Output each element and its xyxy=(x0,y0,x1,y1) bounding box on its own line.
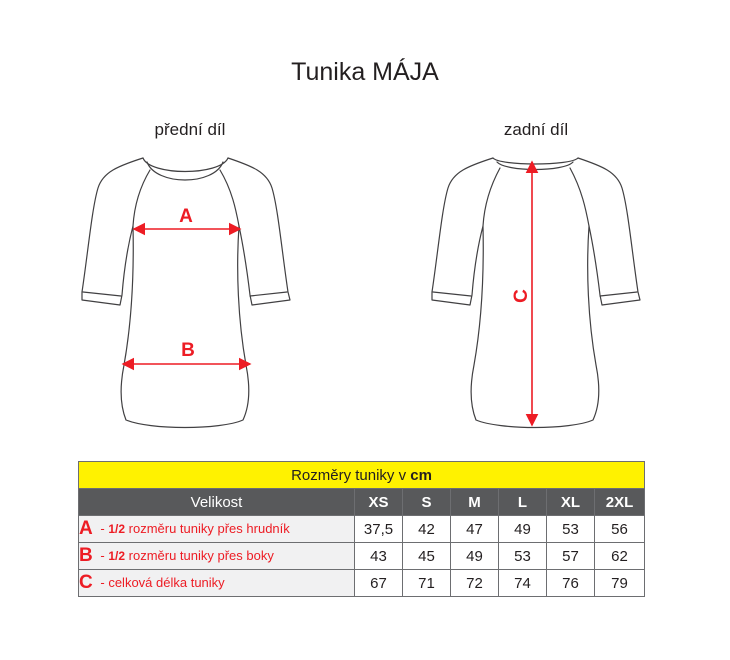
row-fraction: 1/2 xyxy=(108,522,126,536)
table-cell: 79 xyxy=(595,570,645,597)
row-label-c xyxy=(79,570,355,597)
table-cell: 76 xyxy=(547,570,595,597)
marker-c: C xyxy=(511,289,532,303)
table-row xyxy=(79,543,645,570)
table-caption-unit: cm xyxy=(410,466,432,484)
size-header-xs: XS xyxy=(355,489,403,516)
table-cell: 42 xyxy=(403,516,451,543)
marker-a: A xyxy=(179,206,193,227)
table-cell: 49 xyxy=(451,543,499,570)
size-header-xl: XL xyxy=(547,489,595,516)
row-fraction: 1/2 xyxy=(108,549,126,563)
size-header-m: M xyxy=(451,489,499,516)
row-description: rozměru tuniky přes hrudník xyxy=(128,521,290,536)
table-cell: 37,5 xyxy=(355,516,403,543)
size-header-l: L xyxy=(499,489,547,516)
size-header-s: S xyxy=(403,489,451,516)
chart-title: Tunika MÁJA xyxy=(291,58,439,86)
row-letter: C xyxy=(79,572,93,593)
table-cell: 71 xyxy=(403,570,451,597)
back-tunic-drawing xyxy=(432,158,640,428)
row-dash: - xyxy=(100,575,105,590)
table-cell: 67 xyxy=(355,570,403,597)
table-cell: 47 xyxy=(451,516,499,543)
row-letter: B xyxy=(79,545,93,566)
row-dash: - xyxy=(100,521,105,536)
table-cell: 72 xyxy=(451,570,499,597)
front-view-label: přední díl xyxy=(154,120,226,139)
table-cell: 53 xyxy=(499,543,547,570)
table-caption-prefix: Rozměry tuniky v xyxy=(291,466,407,484)
size-header-2xl: 2XL xyxy=(595,489,645,516)
table-cell: 43 xyxy=(355,543,403,570)
table-cell: 74 xyxy=(499,570,547,597)
size-header-label: Velikost xyxy=(79,489,355,516)
row-dash: - xyxy=(100,548,105,563)
table-cell: 53 xyxy=(547,516,595,543)
table-row xyxy=(79,516,645,543)
row-label-a xyxy=(79,516,355,543)
front-tunic-drawing xyxy=(82,158,290,428)
size-table xyxy=(78,461,645,597)
table-cell: 56 xyxy=(595,516,645,543)
table-cell: 57 xyxy=(547,543,595,570)
table-header-row xyxy=(79,489,645,516)
row-description: celková délka tuniky xyxy=(108,575,225,590)
row-letter: A xyxy=(79,518,93,539)
marker-b: B xyxy=(181,340,195,361)
table-cell: 62 xyxy=(595,543,645,570)
back-view-label: zadní díl xyxy=(503,120,569,139)
table-row xyxy=(79,570,645,597)
row-description: rozměru tuniky přes boky xyxy=(128,548,274,563)
table-caption xyxy=(79,462,645,489)
table-cell: 45 xyxy=(403,543,451,570)
table-cell: 49 xyxy=(499,516,547,543)
row-label-b xyxy=(79,543,355,570)
